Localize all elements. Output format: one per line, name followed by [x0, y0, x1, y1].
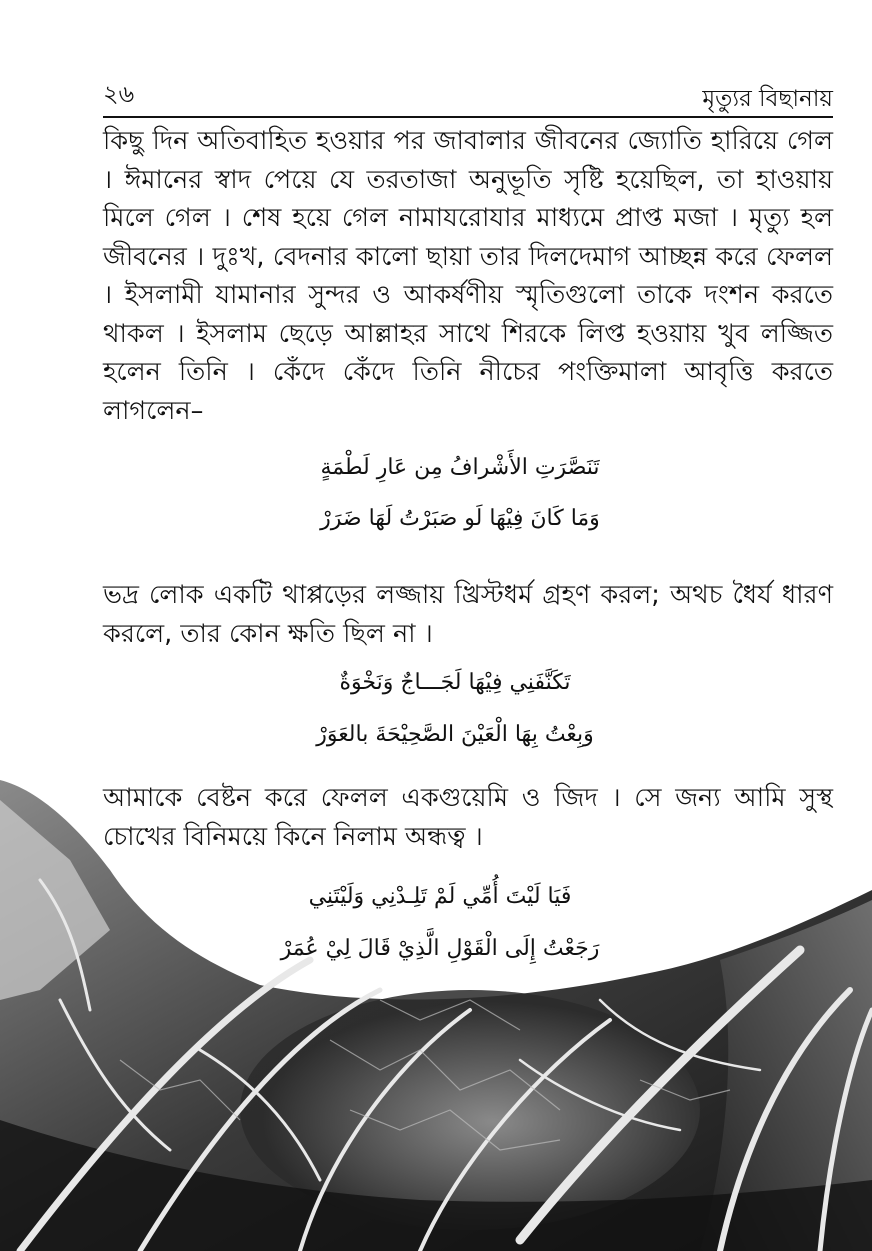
- page-number: ২৬: [103, 80, 135, 108]
- running-title: মৃত্যুর বিছানায়: [702, 86, 833, 112]
- arabic-verse-5: فَيَا لَيْتَ أُمِّي لَمْ تَلِـدْنِي وَلَيْتَنِي: [308, 884, 572, 909]
- arabic-verse-2: وَمَا كَانَ فِيْهَا لَو صَبَرْتُ لَهَا ضَرَرْ: [320, 506, 600, 531]
- arabic-verse-3: تَكَنَّفَنِي فِيْهَا لَجَـــاجٌ وَنَخْوَةٌ: [339, 670, 571, 695]
- page-header: [103, 70, 833, 118]
- arabic-verse-1: تَنَصَّرَتِ الأَشْرافُ مِن عَارِ لَطْمَةٍ: [320, 455, 600, 480]
- paragraph-2: ভদ্র লোক একটি থাপ্পড়ের লজ্জায় খ্রিস্টধর্ম গ্রহণ করল; অথচ ধৈর্য ধারণ করলে, তার কোন ক্ষতি ছিল না ।: [103, 580, 833, 649]
- paragraph-3: আমাকে বেষ্টন করে ফেলল একগুয়েমি ও জিদ । সে জন্য আমি সুস্থ চোখের বিনিময়ে কিনে নিলাম অন্ধত্ব ।: [103, 783, 833, 852]
- paragraph-1: কিছু দিন অতিবাহিত হওয়ার পর জাবালার জীবনের জ্যোতি হারিয়ে গেল । ঈমানের স্বাদ পেয়ে যে তরতাজা অনুভূতি সৃষ্টি হয়েছিল, তা হাওয়ায় মিলে গেল । শেষ হয়ে গেল নামাযরোযার মাধ্যমে প্রাপ্ত মজা । মৃত্যু হল জীবনের । দুঃখ, বেদনার কালো ছায়া তার দিলদেমাগ আচ্ছন্ন করে ফেলল । ইসলামী যামানার সুন্দর ও আকর্ষণীয় স্মৃতিগুলো তাকে দংশন করতে থাকল । ইসলাম ছেড়ে আল্লাহর সাথে শিরকে লিপ্ত হওয়ায় খুব লজ্জিত হলেন তিনি । কেঁদে কেঁদে তিনি নীচের পংক্তিমালা আবৃত্তি করতে লাগলেন–: [103, 126, 833, 426]
- arabic-verse-6: رَجَعْتُ إِلَى الْقَوْلِ الَّذِيْ قَالَ لِيْ عُمَرْ: [280, 936, 600, 961]
- arabic-verse-4: وَبِعْتُ بِهَا الْعَيْنَ الصَّحِيْحَةَ بالعَوَرْ: [316, 722, 594, 747]
